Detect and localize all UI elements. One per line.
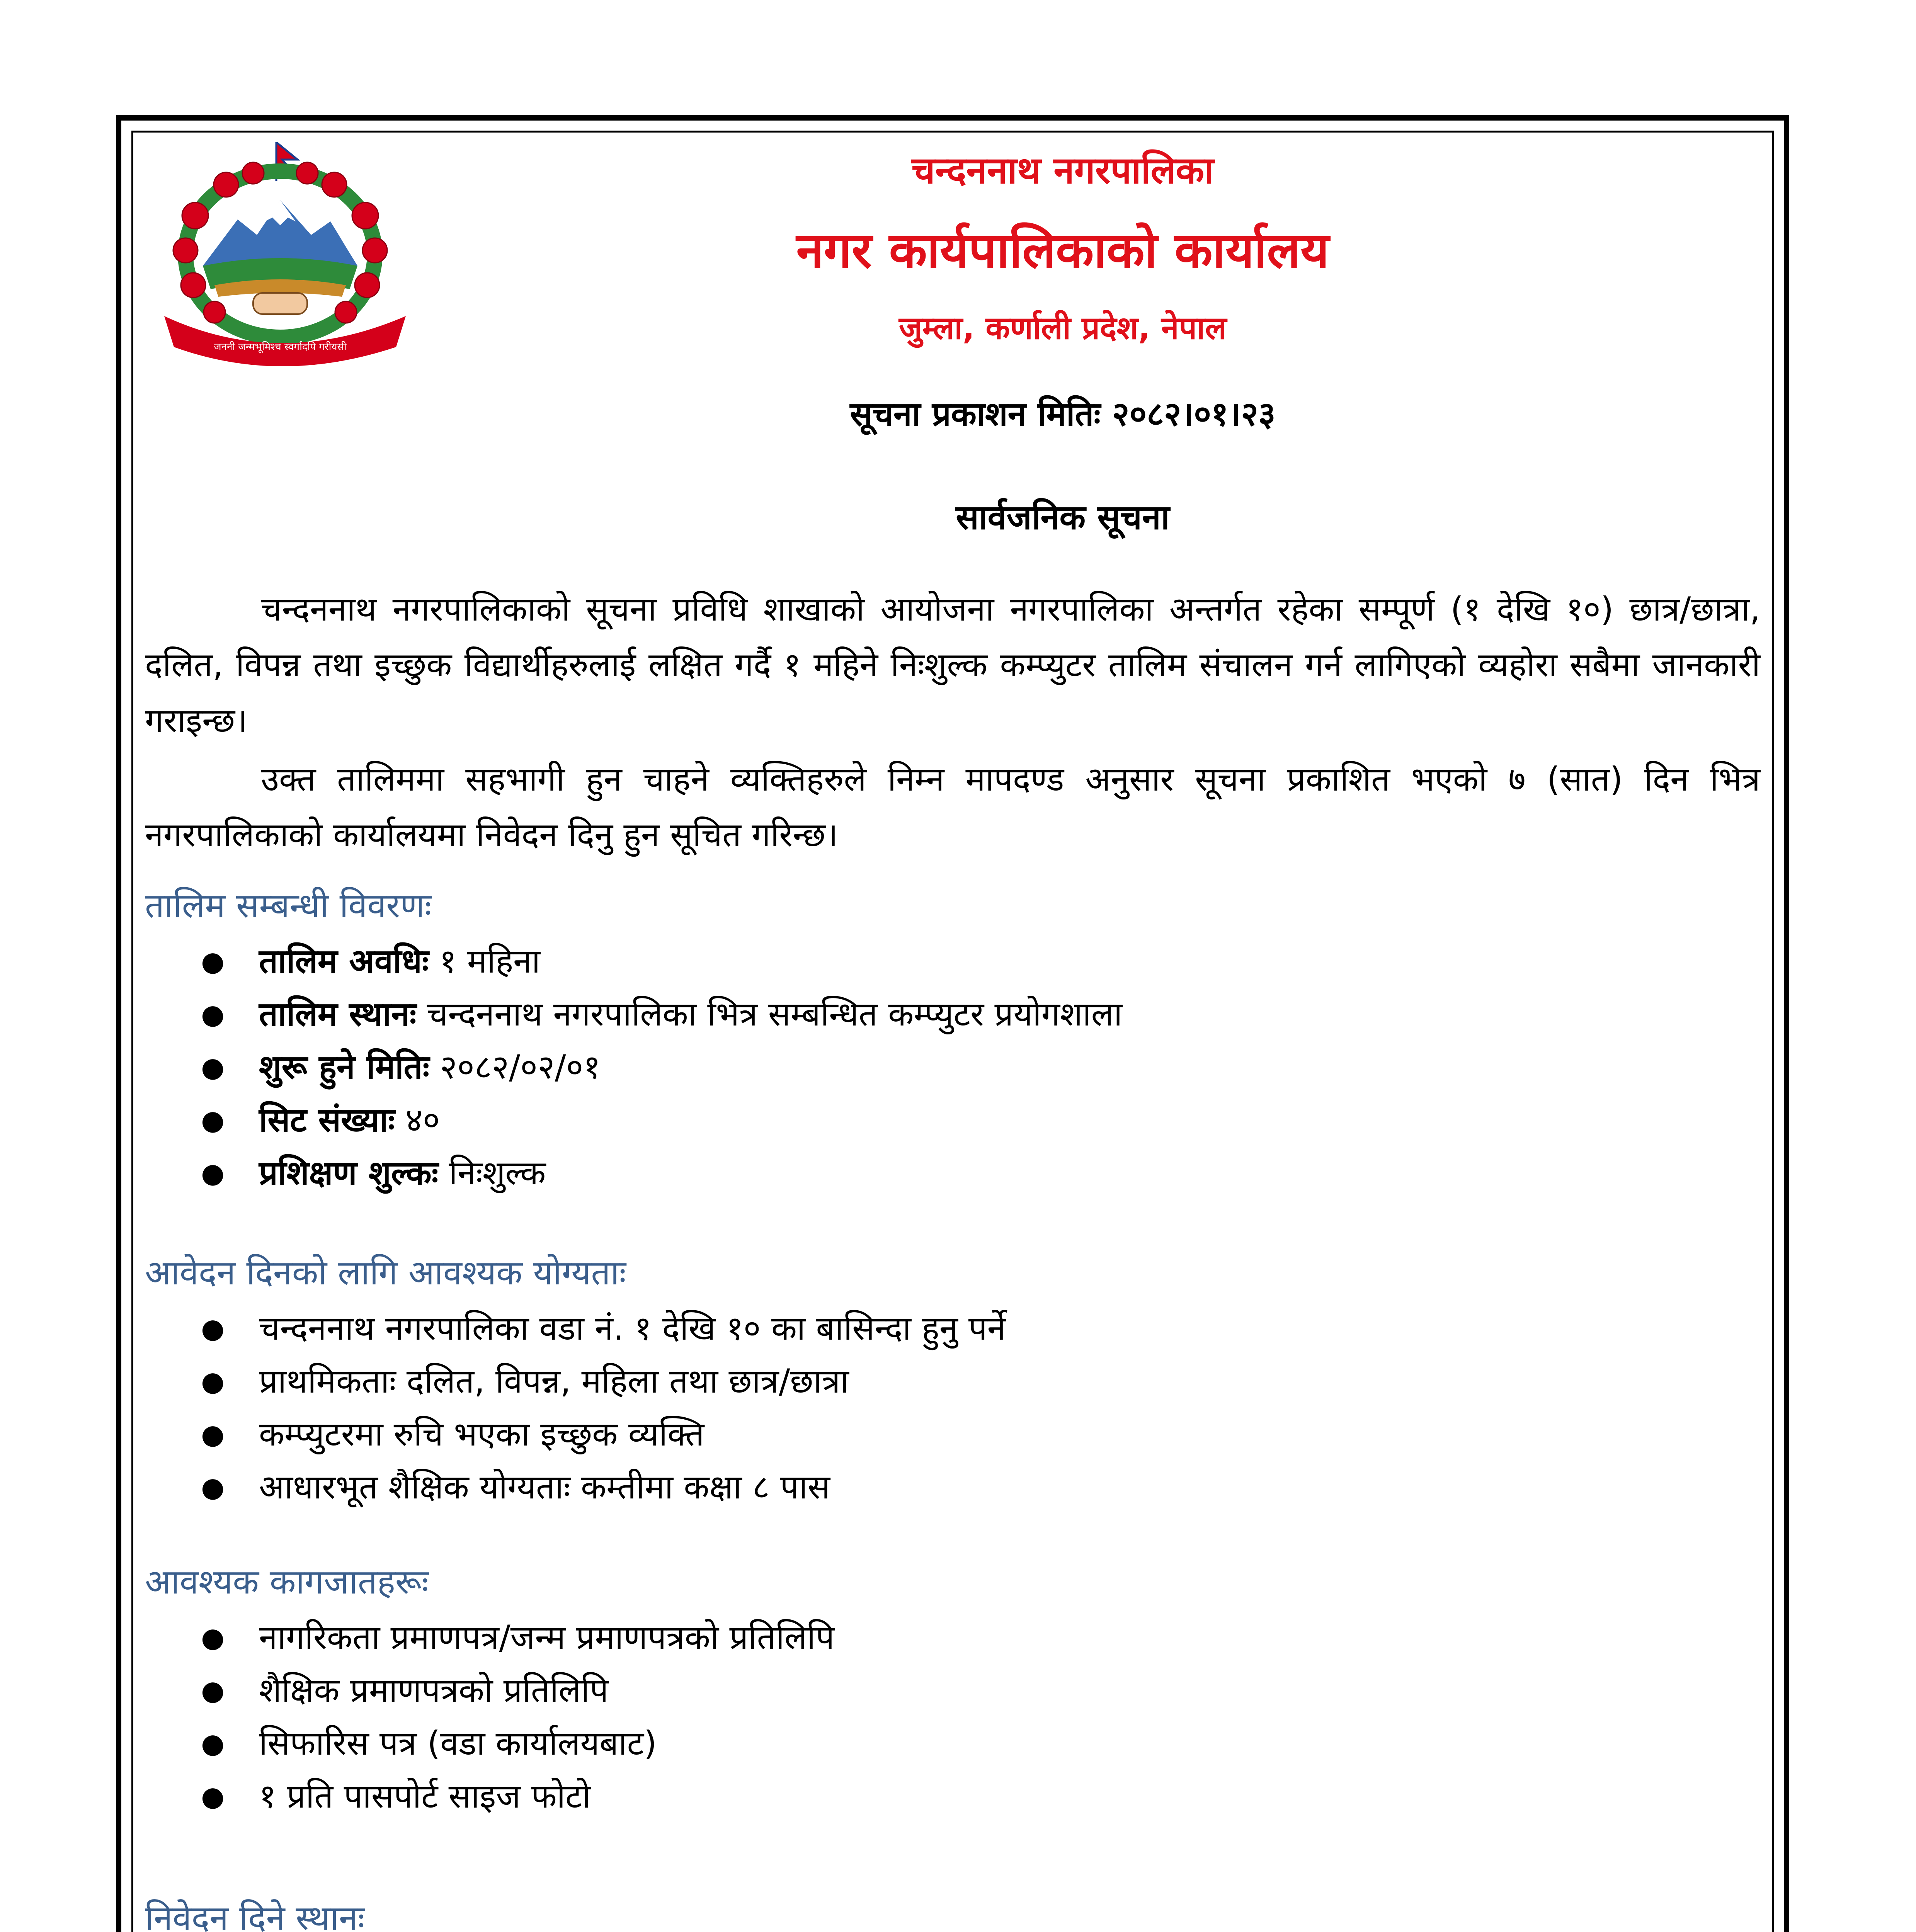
application-place-heading: निवेदन दिने स्थानः xyxy=(145,1898,365,1932)
item-label: शुरू हुने मितिः xyxy=(259,1048,429,1087)
bullet-icon: ● xyxy=(201,1366,225,1397)
bullet-icon: ● xyxy=(201,1418,225,1450)
publish-date: सूचना प्रकाशन मितिः २०८२।०१।२३ xyxy=(850,395,1276,434)
bullet-icon: ● xyxy=(201,1728,225,1759)
list-item xyxy=(193,1355,1006,1408)
list-item xyxy=(193,1611,834,1664)
documents-list xyxy=(193,1611,834,1823)
item-value: ४० xyxy=(405,1101,440,1139)
list-item xyxy=(193,1664,834,1717)
intro-paragraph: चन्दननाथ नगरपालिकाको सूचना प्रविधि शाखाको आयोजना नगरपालिका अन्तर्गत रहेका सम्पूर्ण (१ देखि १०) छात्र/छात्रा, दलित, विपन्न तथा इच्छुक विद्यार्थीहरुलाई लक्षित गर्दै १ महिने निःशुल्क कम्प्युटर तालिम संचालन गर्न लागिएको व्यहोरा सबैमा जानकारी गराइन्छ। xyxy=(145,590,1760,740)
item-label: तालिम अवधिः xyxy=(259,942,429,981)
list-item xyxy=(193,1302,1006,1355)
bullet-icon: ● xyxy=(201,1781,225,1812)
emblem-motto: जननी जन्मभूमिश्च स्वर्गादपि गरीयसी xyxy=(214,341,347,353)
item-value: चन्दननाथ नगरपालिका भित्र सम्बन्धित कम्प्युटर प्रयोगशाला xyxy=(427,995,1123,1034)
item-text: आधारभूत शैक्षिक योग्यताः कम्तीमा कक्षा ८ पास xyxy=(259,1468,830,1507)
bullet-icon: ● xyxy=(201,1157,225,1189)
list-item xyxy=(193,1717,834,1770)
office-address: जुम्ला, कर्णाली प्रदेश, नेपाल xyxy=(899,310,1227,347)
item-text: प्राथमिकताः दलित, विपन्न, महिला तथा छात्र/छात्रा xyxy=(259,1362,849,1401)
instruction-paragraph: उक्त तालिममा सहभागी हुन चाहने व्यक्तिहरुले निम्न मापदण्ड अनुसार सूचना प्रकाशित भएको ७ (सात) दिन भित्र नगरपालिकाको कार्यालयमा निवेदन दिनु हुन सूचित गरिन्छ। xyxy=(145,760,1761,854)
item-value: १ महिना xyxy=(439,942,541,981)
list-item xyxy=(193,1770,834,1823)
item-text: कम्प्युटरमा रुचि भएका इच्छुक व्यक्ति xyxy=(259,1415,704,1454)
item-text: सिफारिस पत्र (वडा कार्यालयबाट) xyxy=(259,1724,657,1763)
bullet-icon: ● xyxy=(201,946,225,977)
bullet-icon: ● xyxy=(201,1471,225,1503)
item-label: तालिम स्थानः xyxy=(259,995,417,1034)
municipality-name: चन्दननाथ नगरपालिका xyxy=(911,149,1214,192)
item-text: चन्दननाथ नगरपालिका वडा नं. १ देखि १० का बासिन्दा हुनु पर्ने xyxy=(259,1309,1006,1348)
list-item xyxy=(193,1041,1122,1094)
item-label: सिट संख्याः xyxy=(259,1101,395,1139)
list-item xyxy=(193,1094,1122,1147)
eligibility-list xyxy=(193,1302,1006,1514)
documents-heading: आवश्यक कागजातहरूः xyxy=(145,1562,429,1602)
training-details-heading: तालिम सम्बन्धी विवरणः xyxy=(145,886,432,925)
bullet-icon: ● xyxy=(201,1675,225,1706)
item-label: प्रशिक्षण शुल्कः xyxy=(259,1154,439,1192)
list-item xyxy=(193,1408,1006,1461)
item-text: नागरिकता प्रमाणपत्र/जन्म प्रमाणपत्रको प्रतिलिपि xyxy=(259,1618,835,1657)
training-details-list xyxy=(193,935,1122,1200)
item-value: २०८२/०२/०१ xyxy=(440,1048,601,1087)
bullet-icon: ● xyxy=(201,1313,225,1344)
bullet-icon: ● xyxy=(201,1104,225,1136)
list-item xyxy=(193,1147,1122,1200)
item-value: निःशुल्क xyxy=(449,1154,546,1192)
list-item xyxy=(193,1461,1006,1514)
office-name: नगर कार्यपालिकाको कार्यालय xyxy=(796,222,1329,279)
item-text: शैक्षिक प्रमाणपत्रको प्रतिलिपि xyxy=(259,1671,609,1710)
bullet-icon: ● xyxy=(201,1051,225,1083)
list-item xyxy=(193,935,1122,988)
bullet-icon: ● xyxy=(201,1622,225,1653)
eligibility-heading: आवेदन दिनको लागि आवश्यक योग्यताः xyxy=(145,1253,626,1293)
bullet-icon: ● xyxy=(201,998,225,1030)
nepal-emblem-logo xyxy=(149,138,421,370)
list-item xyxy=(193,988,1122,1041)
item-text: १ प्रति पासपोर्ट साइज फोटो xyxy=(259,1777,591,1816)
notice-title: सार्वजनिक सूचना xyxy=(956,497,1170,537)
